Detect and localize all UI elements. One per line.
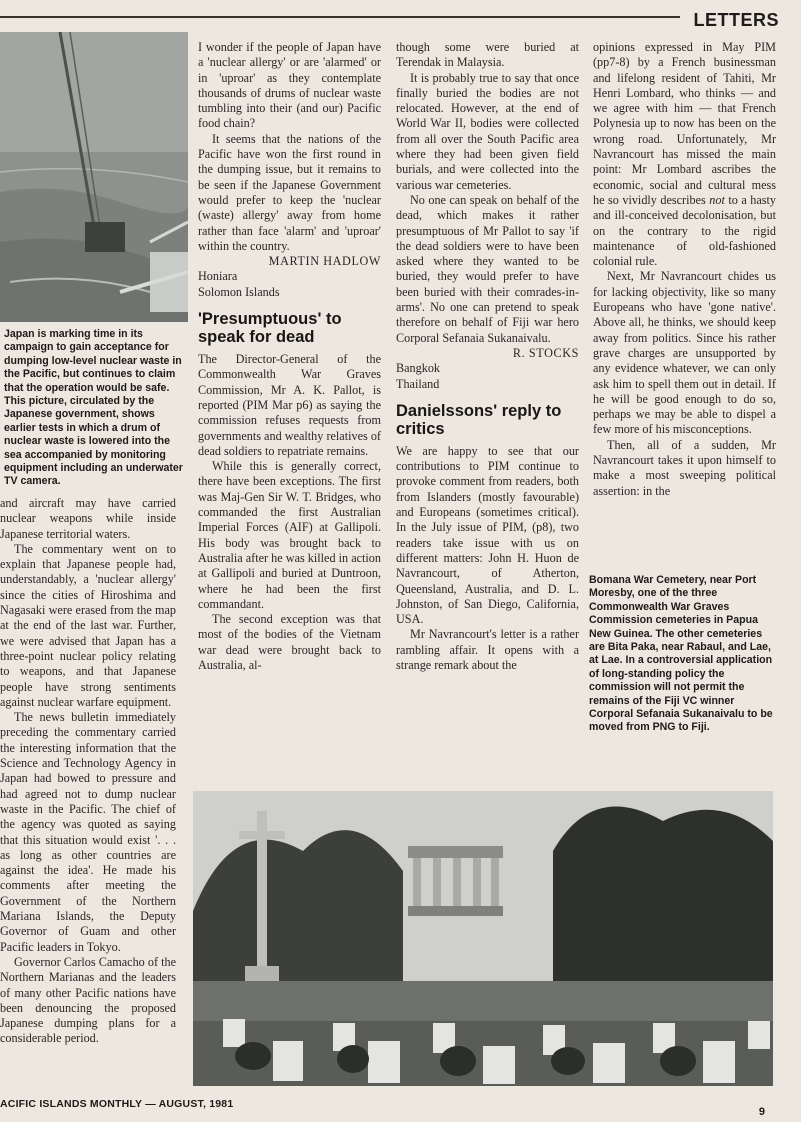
letter-heading: 'Presumptuous' to speak for dead [198, 310, 342, 347]
paragraph-text: to a hasty and ill-conceived decolonisation, but on the contrary to the rigid maintenance of old-fashioned colonial rule. [593, 192, 776, 269]
paragraph-text: opinions expressed in May PIM (pp7-8) by a French businessman and lifelong resident of Tahiti, Mr Henri Lombard, who thinks — and we agree with him — that French Polynesia up to now has been on the wrong road. Unfortunately, Mr Navrancourt has missed the main point: Mr Lombard ascribes the economic, social and cultural mess he so vividly describes [593, 40, 776, 207]
photo-caption-nuclear-waste: Japan is marking time in its campaign to gain acceptance for dumping low-level nuclear waste in the Pacific, but continues to claim that the operation would be safe. This picture, circulated by the Japanese government, shows earlier tests in which a drum of nuclear waste is lowered into the sea accompanied by monitoring equipment including an underwater TV camera. [4, 328, 183, 488]
paragraph: The Director-General of the Commonwealth War Graves Commission, Mr A. K. Pallot, is reported (PIM Mar p6) as saying the commission refuses requests from governments and wealthy relatives of dead soldiers to repatriate remains. [198, 352, 381, 458]
article-column-2 [198, 40, 381, 673]
letter-location: Bangkok [396, 361, 441, 376]
paragraph: I wonder if the people of Japan have a 'nuclear allergy' or are 'alarmed' or in 'uproar' as they contemplate thousands of drums of nuclear waste tumbling into their (and our) Pacific food chain? [198, 40, 381, 131]
paragraph: Then, all of a sudden, Mr Navrancourt takes it upon himself to make a most sweeping political assertion: in the [593, 437, 776, 498]
paragraph: It is probably true to say that once finally buried the bodies are not relocated. However, at the end of World War II, bodies were collected from all over the South Pacific area where they had been given field burials, and were collected into the various war cemeteries. [396, 70, 579, 192]
page-number: 9 [758, 1106, 765, 1118]
nuclear-waste-drum-photo [0, 32, 188, 322]
paragraph: Governor Carlos Camacho of the Northern Marianas and the leaders of many other Pacific nations have been denouncing the proposed Japanese dumping plans for a considerable period. [0, 954, 176, 1046]
war-cemetery-photo [193, 791, 773, 1086]
letter-location: Solomon Islands [198, 284, 280, 299]
letter-signature: R. STOCKS [512, 345, 579, 360]
masthead-footer: ACIFIC ISLANDS MONTHLY — AUGUST, 1981 [0, 1098, 234, 1110]
letter-heading: Danielssons' reply to critics [396, 401, 562, 438]
article-column-1 [0, 496, 176, 1047]
paragraph: No one can speak on behalf of the dead, which makes it rather presumptuous of Mr Pallot to say 'if the dead soldiers were to have been asked where they wanted to be buried, they would prefer to have been buried with their comrades-in-arms'. No one can pretend to speak therefore on behalf of Fiji war hero Corporal Sefanaia Sukanaivalu. [396, 192, 579, 345]
paragraph: The commentary went on to explain that Japanese people had, understandably, a 'nuclear allergy' since the cities of Hiroshima and Nagasaki were erased from the map at the end of the last war. Further, we were advised that Japan has a three-point nuclear policy relating to weapons, and that Japanese people have strong sentiments against nuclear warfare equipment. [0, 541, 176, 709]
emphasis: not [709, 192, 725, 207]
letter-signature: MARTIN HADLOW [268, 254, 381, 269]
paragraph: While this is generally correct, there have been exceptions. The first was Maj-Gen Sir W. T. Bridges, who commanded the first Australian Imperial Forces (AIF) at Gallipoli. His body was brought back to Australia after he was killed in action at Gallipoli and buried at Duntroon, where he had been the first commandant. [198, 459, 381, 611]
section-title: LETTERS [693, 10, 779, 30]
header-rule [0, 16, 680, 18]
letter-location: Thailand [396, 376, 440, 391]
paragraph: We are happy to see that our contributions to PIM continue to provoke comment from readers, both from Islanders (mostly favourable) and Europeans (sometimes critical). In the July issue of PIM, (p8), two readers take issue with us on different matters: John H. Huon de Navrancourt, of Atherton, Queensland, Australia, and D. L. Johnston, of San Diego, California, USA. [396, 443, 579, 627]
paragraph: It seems that the nations of the Pacific have won the first round in the dumping issue, but it remains to be seen if the Japanese Government would prefer to keep the 'nuclear (waste) allergy' away from home rather than face 'alarm' and 'uproar' within the country. [198, 131, 381, 253]
photo-caption-cemetery: Bomana War Cemetery, near Port Moresby, one of the three Commonwealth War Graves Commission cemeteries in Papua New Guinea. The other cemeteries are Bita Paka, near Rabaul, and Lae, at Lae. In a controversial application of long-standing policy the commission will not permit the remains of the Fiji VC winner Corporal Sefanaia Sukanaivalu to be moved from PNG to Fiji. [589, 574, 773, 734]
paragraph: and aircraft may have carried nuclear weapons while inside Japanese territorial waters. [0, 496, 176, 541]
letter-location: Honiara [198, 269, 238, 284]
paragraph: The news bulletin immediately preceding the commentary carried the interesting information that the Science and Technology Agency in Japan had bowed to pressure and had agreed not to dump nuclear waste in the Pacific. The chief of the agency was quoted as saying that this situation would exist '. . . as long as other countries are against the idea'. He made his comments after meeting the Government of the Northern Mariana Islands, the Deputy Governor of Guam and other Pacific leaders in Tokyo. [0, 710, 176, 954]
article-column-3 [396, 40, 579, 673]
paragraph: Mr Navrancourt's letter is a rather rambling affair. It opens with a strange remark about the [396, 627, 579, 672]
paragraph: Next, Mr Navrancourt chides us for lacking objectivity, like so many Europeans who have 'gone native'. Above all, he thinks, we should keep away from politics. Since his rather grave charges are unsupported by any evidence whatever, we can only ask him to spell them out in detail. If he will be good enough to do so, perhaps we may be able to dispel a few more of his misconceptions. [593, 269, 776, 437]
paragraph [593, 40, 776, 269]
paragraph: though some were buried at Terendak in Malaysia. [396, 40, 579, 70]
article-column-4 [593, 40, 776, 499]
paragraph: The second exception was that most of the bodies of the Vietnam war dead were brought back to Australia, al- [198, 612, 381, 672]
